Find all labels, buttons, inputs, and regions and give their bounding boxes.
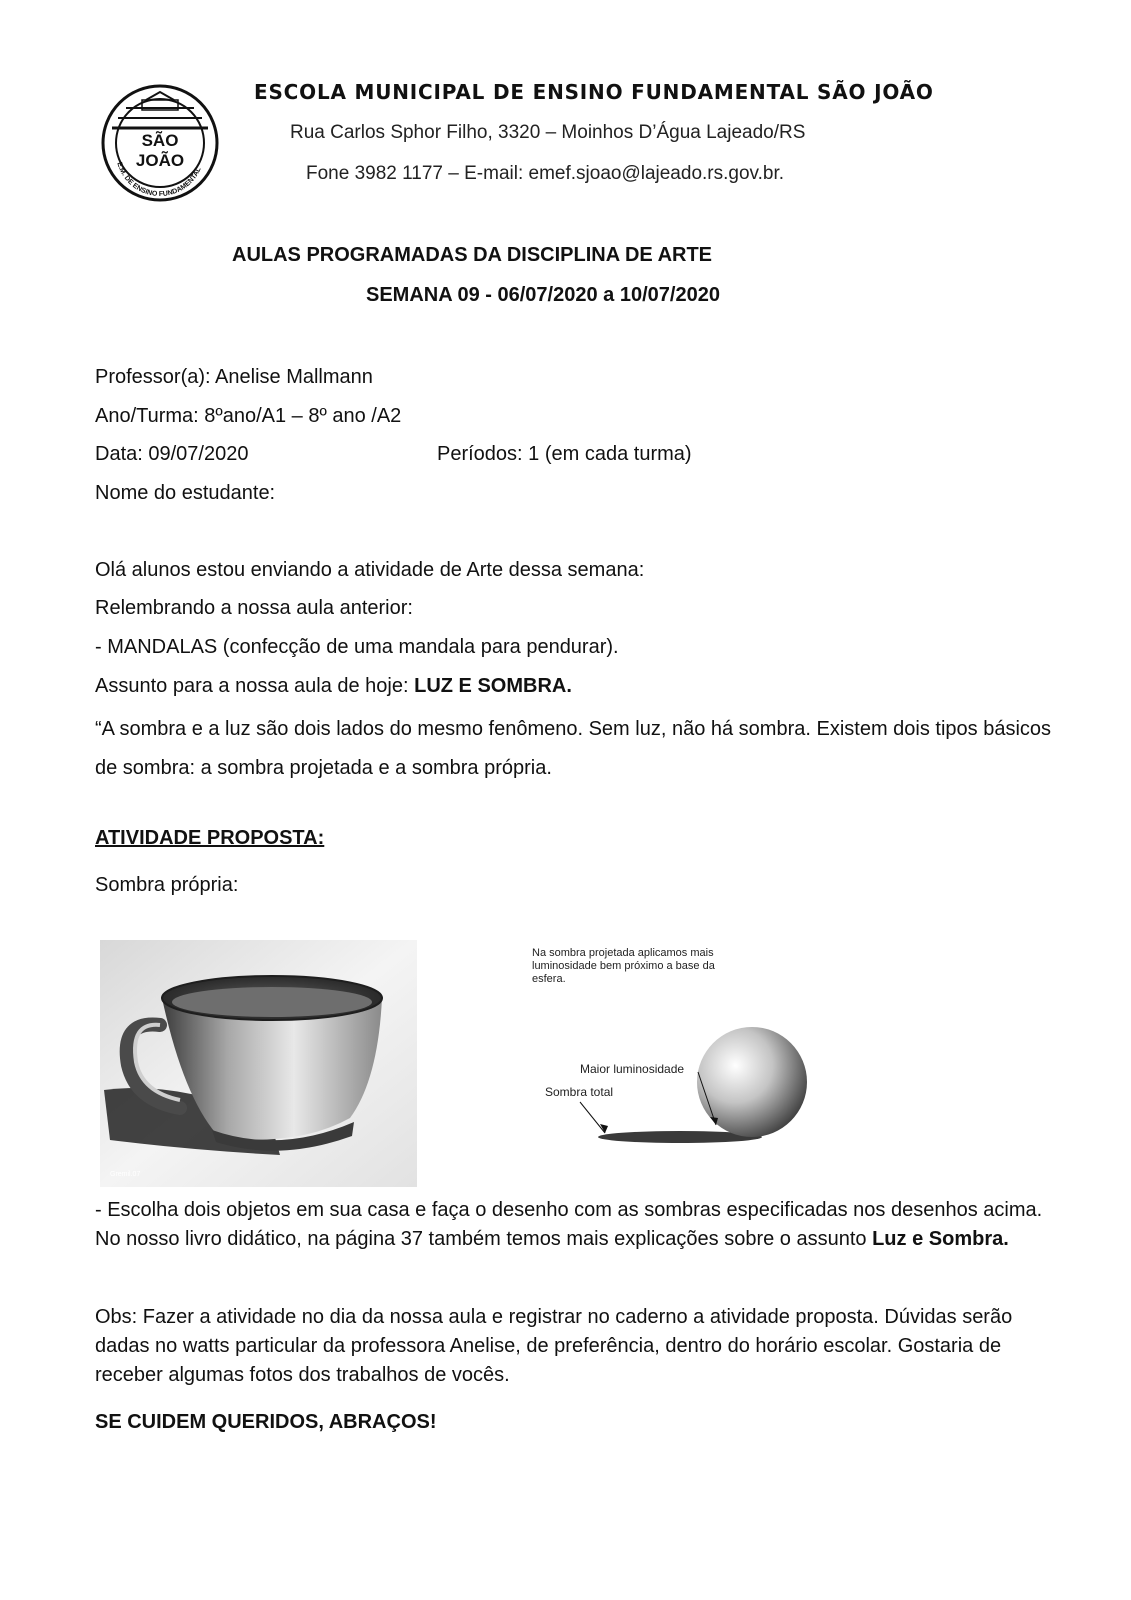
school-logo (98, 82, 222, 204)
school-address: Rua Carlos Sphor Filho, 3320 – Moinhos D’Água Lajeado/RS (290, 122, 806, 143)
logo-ring-text: E.M. DE ENSINO FUNDAMENTAL (115, 161, 203, 199)
greeting-line: Olá alunos estou enviando a atividade de Arte dessa semana: (95, 559, 645, 581)
periods-line: Períodos: 1 (em cada turma) (437, 443, 692, 465)
instruction-text: - Escolha dois objetos em sua casa e faça o desenho com as sombras especificadas nos desenhos acima. No nosso livro didático, na página 37 também temos mais explicações sobre o assunto (95, 1199, 1043, 1250)
subject-line (95, 675, 572, 698)
logo-text-joao: JOÃO (135, 151, 185, 170)
obs-paragraph: Obs: Fazer a atividade no dia da nossa aula e registrar no caderno a atividade proposta. Dúvidas serão dadas no watts particular da professora Anelise, de preferência, dentro do horário escolar. Gostaria de receber algumas fotos dos trabalhos de vocês. (95, 1306, 1013, 1386)
recall-line: Relembrando a nossa aula anterior: (95, 597, 413, 619)
subject-prefix: Assunto para a nossa aula de hoje: (95, 675, 415, 697)
label-most-light: Maior luminosidade (580, 1062, 685, 1076)
closing-line: SE CUIDEM QUERIDOS, ABRAÇOS! (95, 1411, 437, 1433)
page-title: AULAS PROGRAMADAS DA DISCIPLINA DE ARTE (232, 244, 713, 266)
cup-drawing (100, 940, 417, 1187)
previous-lesson-line: - MANDALAS (confecção de uma mandala para pendurar). (95, 636, 619, 658)
week-title: SEMANA 09 - 06/07/2020 a 10/07/2020 (366, 284, 720, 306)
instruction-bold: Luz e Sombra. (872, 1228, 1009, 1250)
school-contact: Fone 3982 1177 – E-mail: emef.sjoao@lajeado.rs.gov.br. (306, 163, 785, 184)
logo-text-sao: SÃO (141, 131, 179, 150)
activity-heading: ATIVIDADE PROPOSTA: (95, 827, 325, 849)
label-total-shadow: Sombra total (545, 1085, 614, 1099)
sphere-caption: Na sombra projetada aplicamos mais luminosidade bem próximo a base da esfera. (532, 947, 715, 985)
date-line: Data: 09/07/2020 (95, 443, 249, 465)
instruction-paragraph (95, 1196, 1055, 1254)
quote-paragraph: “A sombra e a luz são dois lados do mesmo fenômeno. Sem luz, não há sombra. Existem dois tipos básicos de sombra: a sombra projetada e a sombra própria. (95, 718, 1052, 779)
subject-bold: LUZ E SOMBRA. (414, 675, 572, 697)
own-shadow-label: Sombra própria: (95, 874, 239, 896)
school-name: ESCOLA MUNICIPAL DE ENSINO FUNDAMENTAL SÃO JOÃO (254, 80, 934, 104)
teacher-line: Professor(a): Anelise Mallmann (95, 366, 373, 388)
cup-signature: Gremil.07 (110, 1171, 141, 1178)
class-line: Ano/Turma: 8ºano/A1 – 8º ano /A2 (95, 405, 402, 427)
student-name-line: Nome do estudante: (95, 482, 276, 504)
